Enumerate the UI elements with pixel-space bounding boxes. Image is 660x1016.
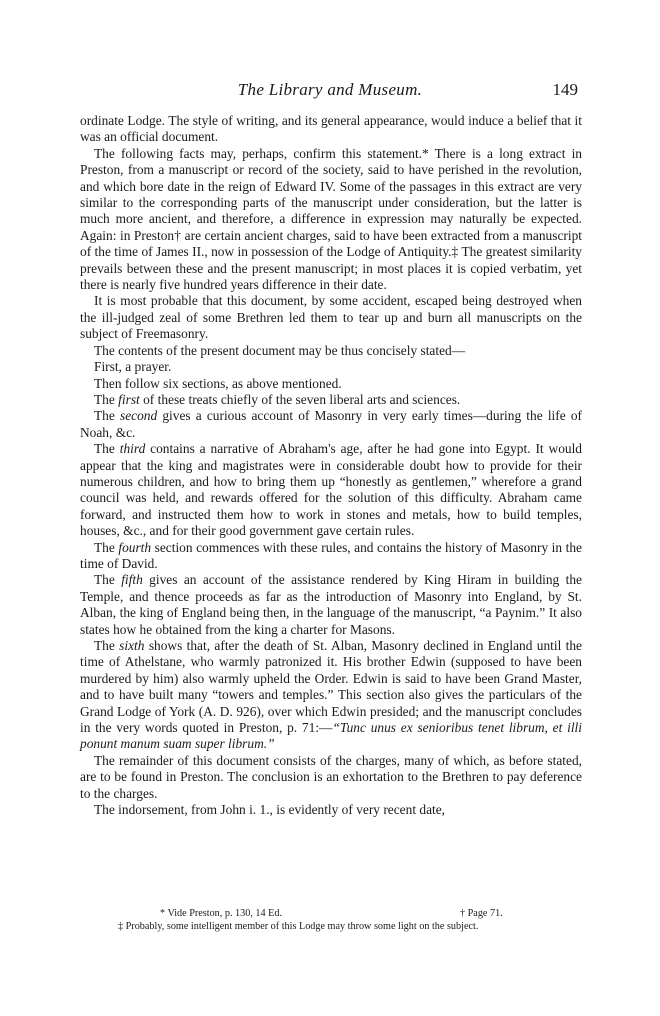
latin-quote: “Tunc unus ex senioribus tenet librum, et illi ponunt manum suam super librum.” (80, 720, 582, 752)
page-number: 149 (552, 80, 578, 99)
paragraph: The sixth shows that, after the death of St. Alban, Masonry declined in England until the time of Athelstane, who warmly patronized it. His brother Edwin (supposed to have been murdered by him) also warmly upheld the Order. Edwin is said to have been Grand Master, and to have built many “towers and temples.” This section also gives the particulars of the Grand Lodge of York (A. D. 926), over which Edwin presided; and the manuscript concludes in the very words quoted in Preston, p. 71:—“Tunc unus ex senioribus tenet librum, et illi ponunt manum suam super librum.” (80, 638, 583, 752)
section-word: second (119, 408, 158, 424)
section-word: sixth (119, 638, 145, 653)
paragraph: First, a prayer. (94, 359, 172, 375)
paragraph: It is most probable that this document, by some accident, escaped being destroyed when the ill-judged zeal of some Brethren led them to tear up and burn all manuscripts on the subject of Freemasonry. (80, 293, 582, 342)
paragraph: The remainder of this document consists of the charges, many of which, as before stated, are to be found in Preston. The conclusion is an exhortation to the Brethren to pay deference to the charges. (80, 752, 582, 801)
section-word: fifth (121, 572, 143, 588)
footnote: ‡ Probably, some intelligent member of this Lodge may throw some light on the subject. (118, 921, 479, 932)
footnote: * Vide Preston, p. 130, 14 Ed. (160, 908, 283, 919)
section-word: fourth (118, 539, 152, 555)
paragraph: The fifth gives an account of the assistance rendered by King Hiram in building the Temple, and thence proceeds as far as the introduction of Masonry into England, by St. Alban, the king of England being then, in the language of the manuscript, “a Paynim.” It also states how he obtained from the king a charter for Masons. (80, 572, 582, 637)
page-header (80, 80, 580, 102)
footnotes (80, 907, 582, 933)
paragraph: Then follow six sections, as above mentioned. (94, 375, 342, 391)
paragraph: The first of these treats chiefly of the seven liberal arts and sciences. (94, 391, 461, 407)
paragraph: The indorsement, from John i. 1., is evidently of very recent date, (94, 802, 446, 818)
section-word: first (118, 391, 140, 407)
section-word: third (119, 441, 146, 457)
body-text (80, 113, 582, 818)
paragraph: The second gives a curious account of Masonry in very early times—during the life of Noah, &c. (80, 408, 582, 440)
paragraph: The third contains a narrative of Abraham's age, after he had gone into Egypt. It would appear that the king and magistrates were in considerable doubt how to provide for their numerous children, and how to bring them up “honestly as gentlemen,” wherefore a grand council was held, and rewards offered for the solution of this difficulty. Abraham came forward, and instructed them how to work in stones and metals, how to build temples, houses, &c., and for their good government gave certain rules. (80, 441, 583, 539)
footnote: † Page 71. (460, 908, 503, 919)
paragraph: The fourth section commences with these rules, and contains the history of Masonry in the time of David. (80, 539, 582, 571)
paragraph: ordinate Lodge. The style of writing, and its general appearance, would induce a belief that it was an official document. (80, 113, 582, 145)
paragraph: The following facts may, perhaps, confirm this statement.* There is a long extract in Preston, from a manuscript or record of the society, said to have perished in the revolution, and which bore date in the reign of Edward IV. Some of the passages in this extract are very similar to the corresponding parts of the manuscript under consideration, but the latter is much more ancient, and therefore, a difference in expression may naturally be expected. Again: in Preston† are certain ancient charges, said to have been extracted from a manuscript of the time of James II., now in possession of the Lodge of Antiquity.‡ The greatest similarity prevails between these and the present manuscript; in most places it is copied verbatim, yet there is nearly five hundred years difference in their date. (80, 145, 582, 293)
paragraph: The contents of the present document may be thus concisely stated— (94, 342, 466, 358)
running-title: The Library and Museum. (237, 80, 423, 99)
